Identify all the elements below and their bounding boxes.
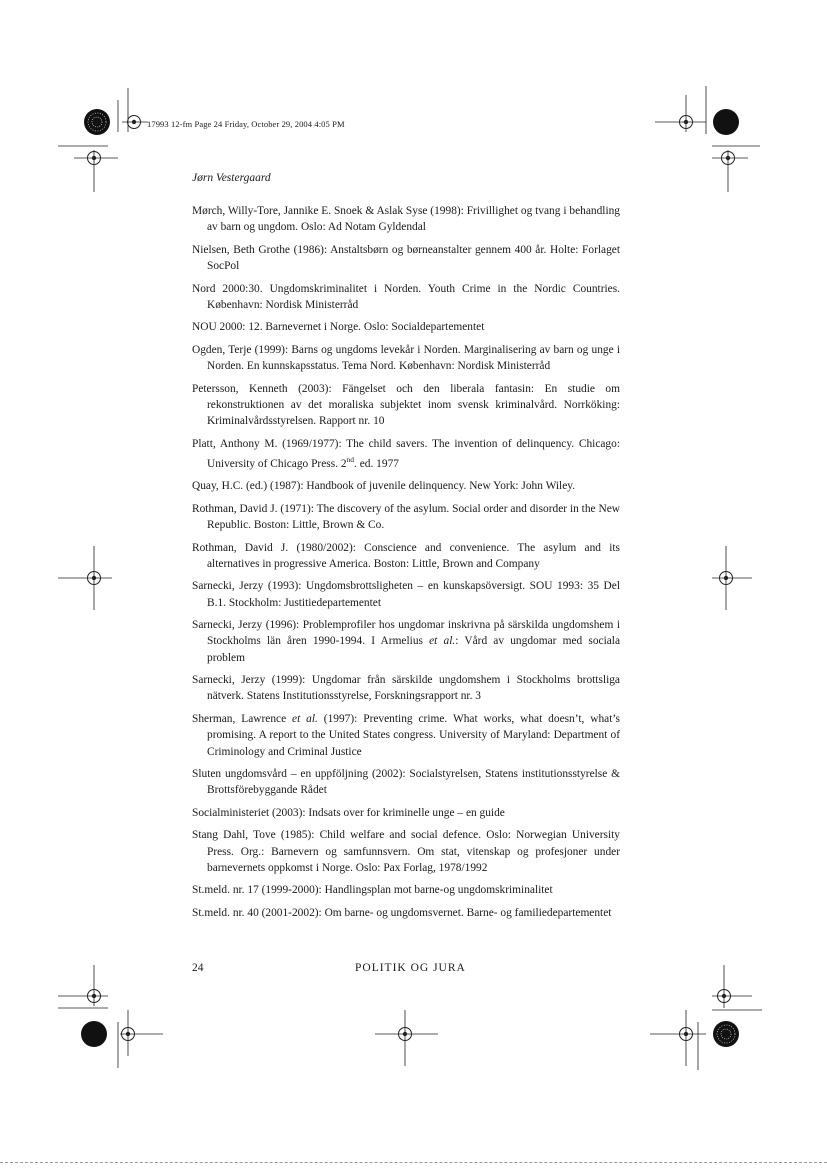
reference-text: Socialministeriet (2003): Indsats over for kriminelle unge – en guide xyxy=(192,806,505,819)
registration-cross-icon xyxy=(118,88,148,132)
registration-star-icon xyxy=(713,1021,739,1047)
reference-entry xyxy=(192,281,620,314)
registration-cross-icon xyxy=(650,1010,706,1070)
reference-entry xyxy=(192,672,620,705)
registration-cross-icon xyxy=(655,86,706,134)
reference-text: Quay, H.C. (ed.) (1987): Handbook of juvenile delinquency. New York: John Wiley. xyxy=(192,480,576,493)
reference-text: Nord 2000:30. Ungdomskriminalitet i Norden. Youth Crime in the Nordic Countries. København: Nordisk Ministerråd xyxy=(192,282,620,311)
reference-text: Mørch, Willy-Tore, Jannike E. Snoek & Aslak Syse (1998): Frivillighet og tvang i behandling av barn og ungdom. Oslo: Ad Notam Gyldendal xyxy=(192,205,620,234)
reference-entry xyxy=(192,711,620,760)
reference-entry xyxy=(192,381,620,430)
registration-cross-icon xyxy=(712,546,752,610)
registration-dot-icon xyxy=(713,109,739,135)
reference-entry xyxy=(192,319,620,335)
reference-text: . ed. 1977 xyxy=(354,457,399,470)
reference-text: Sarnecki, Jerzy (1993): Ungdomsbrottsligheten – en kunskapsöversigt. SOU 1993: 35 Del B.1. Stockholm: Justitiedepartementet xyxy=(192,580,620,609)
reference-text: nd xyxy=(346,454,355,464)
reference-text: Sherman, Lawrence xyxy=(192,712,293,725)
reference-text: (1997): Preventing crime. What works, what doesn’t, what’s promising. A report to the United States congress. University of Maryland: Department of Criminology and Criminal Justice xyxy=(207,712,620,758)
reference-entry xyxy=(192,342,620,375)
reference-text: Rothman, David J. (1971): The discovery of the asylum. Social order and disorder in the New Republic. Boston: Little, Brown & Co. xyxy=(192,502,620,532)
reference-text: Platt, Anthony M. (1969/1977): The child savers. The invention of delinquency. Chicago: University of Chicago Press. 2 xyxy=(192,437,620,470)
reference-entry xyxy=(192,501,620,534)
reference-entry xyxy=(192,540,620,573)
reference-text: : Vård av ungdomar med sociala problem xyxy=(207,635,621,664)
slug-file: 12-fm xyxy=(170,119,193,129)
reference-text: Sluten ungdomsvård – en uppföljning (2002): Socialstyrelsen, Statens institutionsstyrelse & Brottsförebyggande Rådet xyxy=(192,768,620,797)
registration-cross-icon xyxy=(375,1010,438,1066)
reference-text: St.meld. nr. 17 (1999-2000): Handlingsplan mot barne-og ungdomskriminalitet xyxy=(192,884,553,897)
reference-entry xyxy=(192,203,620,236)
registration-cross-icon xyxy=(58,146,118,192)
registration-star-icon xyxy=(84,109,110,135)
reference-entry xyxy=(192,578,620,611)
slug-time: 4:05 PM xyxy=(314,119,345,129)
journal-title: POLITIK OG JURA xyxy=(355,962,466,974)
registration-dot-icon xyxy=(81,1021,107,1047)
reference-text: Rothman, David J. (1980/2002): Conscience and convenience. The asylum and its alternatives in progressive America. Boston: Little, Brown and Company xyxy=(192,541,620,570)
reference-text: Sarnecki, Jerzy (1996): Problemprofiler hos ungdomar inskrivna på särskilda ungdomshem i Stockholms län åren 1990-1994. I Armelius xyxy=(192,619,620,648)
reference-text: St.meld. nr. 40 (2001-2002): Om barne- og ungdomsvernet. Barne- og familiedepartementet xyxy=(192,906,612,919)
reference-entry xyxy=(192,766,620,799)
reference-text: Petersson, Kenneth (2003): Fängelset och den liberala fantasin: En studie om rekonstruktionen av det moraliska subjektet inom svensk kriminalvård. Norrköking: Kriminalvårdsstyrelsen. Rapport nr. 10 xyxy=(192,382,620,428)
reference-entry xyxy=(192,436,620,472)
page-edge-line xyxy=(0,1162,827,1163)
reference-text: Ogden, Terje (1999): Barns og ungdoms levekår i Norden. Marginalisering av barn og unge i Norden. En kunnskapsstatus. Tema Nord. København: Nordisk Ministerråd xyxy=(192,343,620,373)
print-slug xyxy=(147,119,345,129)
page-number: 24 xyxy=(192,962,204,974)
reference-entry xyxy=(192,242,620,275)
reference-entry xyxy=(192,617,620,666)
slug-page: Page 24 xyxy=(194,119,223,129)
reference-text: et al. xyxy=(292,712,318,725)
reference-text: et al. xyxy=(429,635,456,648)
reference-text: Stang Dahl, Tove (1985): Child welfare and social defence. Oslo: Norwegian University Press. Org.: Barnevern og samfunnsvern. Om stat, vitenskap og profesjoner under barnevernets oppkomst i Norge. Oslo: Pax Forlag, 1978/1992 xyxy=(192,829,620,874)
registration-cross-icon xyxy=(712,965,762,1010)
slug-job: 17993 xyxy=(147,119,169,129)
registration-cross-icon xyxy=(58,546,112,610)
slug-date: Friday, October 29, 2004 xyxy=(224,119,313,129)
reference-entry xyxy=(192,827,620,876)
running-head: Jørn Vestergaard xyxy=(192,172,271,184)
reference-entry xyxy=(192,882,620,898)
registration-cross-icon xyxy=(712,146,760,192)
reference-list xyxy=(192,203,620,927)
reference-text: NOU 2000: 12. Barnevernet i Norge. Oslo: Socialdepartementet xyxy=(192,321,485,334)
reference-entry xyxy=(192,905,620,921)
registration-cross-icon xyxy=(58,965,108,1008)
reference-entry xyxy=(192,805,620,821)
registration-cross-icon xyxy=(118,1010,163,1068)
reference-entry xyxy=(192,478,620,494)
reference-text: Sarnecki, Jerzy (1999): Ungdomar från särskilde ungdomshem i Stockholms brottsliga nätverk. Statens Institutionsstyrelse, Forskningsrapport nr. 3 xyxy=(192,674,620,703)
reference-text: Nielsen, Beth Grothe (1986): Anstaltsbørn og børneanstalter gennem 400 år. Holte: Forlaget SocPol xyxy=(192,243,620,273)
